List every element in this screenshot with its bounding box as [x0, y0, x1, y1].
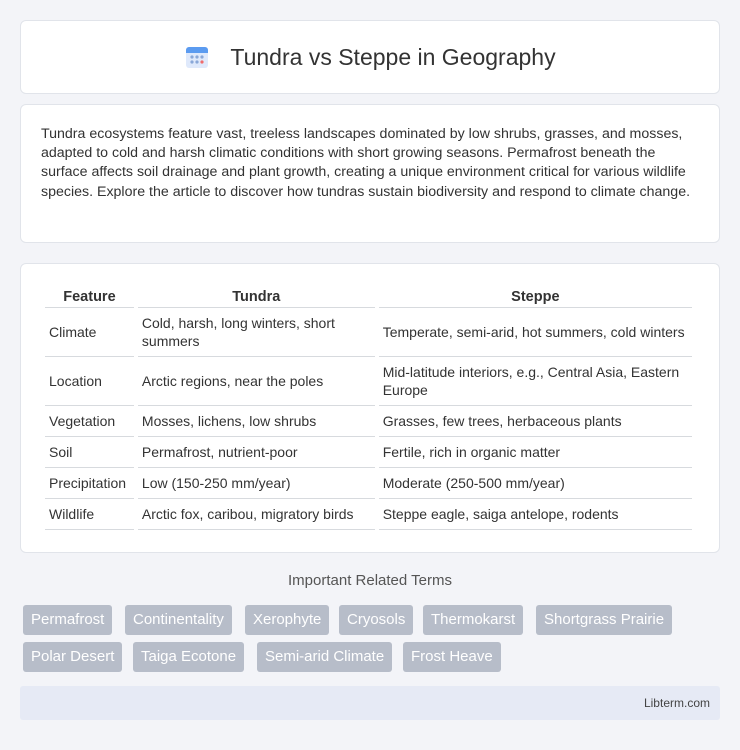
- cell-tundra: Mosses, lichens, low shrubs: [138, 406, 375, 437]
- cell-feature: Climate: [45, 308, 134, 357]
- table-calendar-icon: [184, 44, 210, 70]
- cell-steppe: Mid-latitude interiors, e.g., Central Asia, Eastern Europe: [379, 357, 692, 406]
- term-tag[interactable]: Permafrost: [23, 605, 112, 635]
- cell-tundra: Permafrost, nutrient-poor: [138, 437, 375, 468]
- cell-tundra: Arctic regions, near the poles: [138, 357, 375, 406]
- header-tundra: Tundra: [138, 284, 375, 308]
- related-terms-title: Important Related Terms: [288, 572, 452, 589]
- page-title: Tundra vs Steppe in Geography: [230, 43, 556, 70]
- cell-feature: Wildlife: [45, 499, 134, 530]
- cell-feature: Vegetation: [45, 406, 134, 437]
- title-card: [20, 20, 720, 94]
- cell-tundra: Arctic fox, caribou, migratory birds: [138, 499, 375, 530]
- table-row: [45, 468, 692, 499]
- cell-tundra: Cold, harsh, long winters, short summers: [138, 308, 375, 357]
- comparison-table: [41, 284, 696, 530]
- intro-card: [20, 104, 720, 243]
- term-tag[interactable]: Thermokarst: [423, 605, 523, 635]
- cell-feature: Location: [45, 357, 134, 406]
- term-tag[interactable]: Continentality: [125, 605, 232, 635]
- table-row: [45, 437, 692, 468]
- footer-site-link[interactable]: Libterm.com: [643, 696, 710, 710]
- cell-steppe: Temperate, semi-arid, hot summers, cold winters: [379, 308, 692, 357]
- cell-feature: Precipitation: [45, 468, 134, 499]
- cell-steppe: Steppe eagle, saiga antelope, rodents: [379, 499, 692, 530]
- table-row: [45, 499, 692, 530]
- term-tag[interactable]: Semi-arid Climate: [257, 642, 392, 672]
- cell-steppe: Grasses, few trees, herbaceous plants: [379, 406, 692, 437]
- term-tag[interactable]: Xerophyte: [245, 605, 329, 635]
- term-tag[interactable]: Frost Heave: [403, 642, 501, 672]
- table-row: [45, 357, 692, 406]
- table-row: [45, 406, 692, 437]
- cell-tundra: Low (150-250 mm/year): [138, 468, 375, 499]
- term-tag[interactable]: Taiga Ecotone: [133, 642, 244, 672]
- footer: [20, 686, 720, 720]
- table-header-row: [45, 284, 692, 308]
- cell-steppe: Fertile, rich in organic matter: [379, 437, 692, 468]
- term-tag[interactable]: Cryosols: [339, 605, 413, 635]
- cell-steppe: Moderate (250-500 mm/year): [379, 468, 692, 499]
- header-steppe: Steppe: [379, 284, 692, 308]
- comparison-table-card: [20, 263, 720, 553]
- term-tag[interactable]: Shortgrass Prairie: [536, 605, 672, 635]
- intro-text: Tundra ecosystems feature vast, treeless landscapes dominated by low shrubs, grasses, and mosses, adapted to cold and harsh climatic conditions with short growing seasons. Permafrost beneath the surface affects soil drainage and plant growth, creating a unique environment critical for various wildlife species. Explore the article to discover how tundras sustain biodiversity and respond to climate change.: [41, 126, 691, 200]
- cell-feature: Soil: [45, 437, 134, 468]
- table-row: [45, 308, 692, 357]
- term-tag[interactable]: Polar Desert: [23, 642, 122, 672]
- header-feature: Feature: [45, 284, 134, 308]
